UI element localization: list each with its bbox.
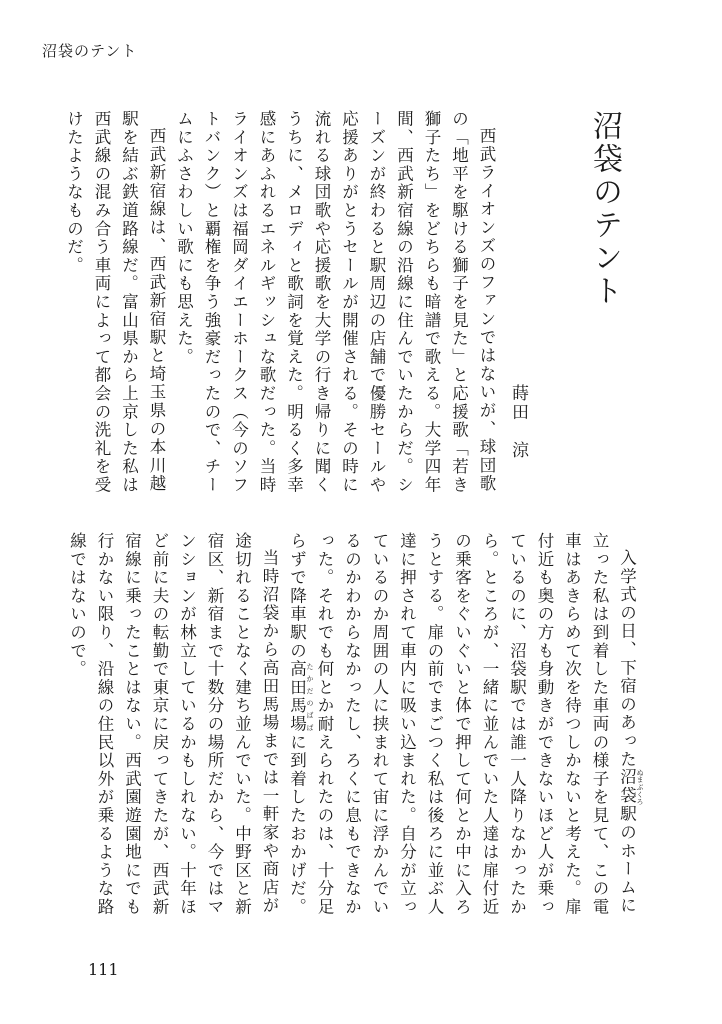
text-segment: に到着したおかげだ。 [287,733,307,917]
essay-title: 沼袋のテント [587,110,622,308]
furigana-takadanobaba: 高田馬場 たかだのばば [287,660,314,734]
paragraph [283,532,644,932]
furigana-numabukuro: 沼袋 ぬまぶくろ [617,768,644,805]
paragraph: 西武新宿線は、西武新宿駅と埼玉県の本川越駅を結ぶ鉄道路線だ。富山県から上京した私は西武線の混み合う車両によって都会の洗礼を受けたようなものだ。 [64,110,166,495]
author-name: 蒔田 涼 [508,384,528,460]
running-head: 沼袋のテント [42,42,138,60]
lower-text-block [63,532,644,932]
text-segment: 駅のホームに立った私は到着した車両の様子を見て、この電車はあきらめて次を待つしかないと考えた。扉付近も奥の方も身動きができないほど人が乗っているのに、沼袋駅では誰一人降りなかったから。ところが、一緒に並んでいた人達は扉付近の乗客をぐいぐいと体で押して何とか中に入ろうとする。扉の前でまごつく私は後ろに並ぶ人達に押されて車内に吸い込まれた。自分が立っているのか周囲の人に挟まれて宙に浮かんでいるのかわからなかったし、ろくに息もできなかった。それでも何とか耐えられたのは、十分足らずで降車駅の [287,532,637,917]
page-number: 111 [88,960,119,979]
paragraph: 当時沼袋から高田馬場までは一軒家や商店が途切れることなく建ち並んでいた。中野区と新宿区、新宿まで十数分の場所だから、今ではマンションが林立しているかもしれない。十年ほど前に夫の転勤で東京に戻ってきたが、西武新宿線に乗ったことはない。西武園遊園地にでも行かない限り、沿線の住民以外が乗るような路線ではないので。 [67,532,279,917]
upper-text-block [60,110,500,502]
text-segment: 入学式の日、下宿のあった [617,548,637,769]
paragraph: 西武ライオンズのファンではないが、球団歌の「地平を駆ける獅子を見た」と応援歌「若き獅子たち」をどちらも暗譜で歌える。大学四年間、西武新宿線の沿線に住んでいたからだ。シーズンが終わると駅周辺の店舗で優勝セールや応援ありがとうセールが開催される。その時に流れる球団歌や応援歌を大学の行き帰りに聞くうちに、メロディと歌詞を覚えた。明るく多幸感にあふれるエネルギッシュな歌だった。当時ライオンズは福岡ダイエーホークス（今のソフトバンク）と覇権を争う強豪だったので、チームにふさわしい歌にも思えた。 [174,110,496,495]
